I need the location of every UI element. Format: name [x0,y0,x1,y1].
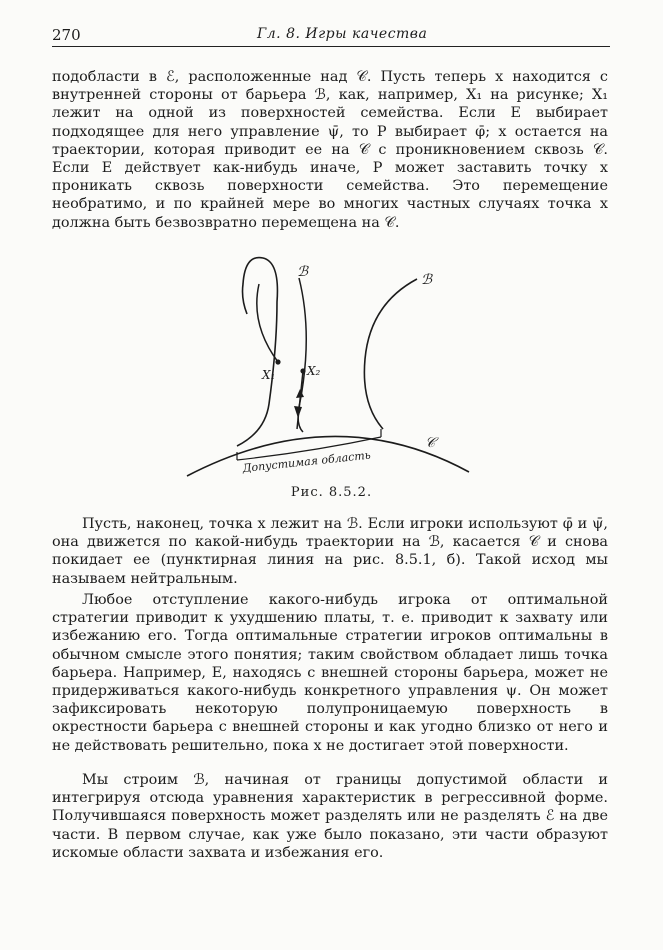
label-x1: X₁ [262,368,276,382]
figure-caption: Рис. 8.5.2. [290,485,373,500]
paragraph-2: Пусть, наконец, точка x лежит на ℬ. Если игроки используют φ̄ и ψ̄, она движется по какой-нибудь траектории на ℬ, касается 𝒞 и снова покидает ее (пунктирная линия на рис. 8.5.1, б). Такой исход мы называем нейтральным. [52,516,608,587]
label-x2: X₂ [307,364,321,378]
label-c: 𝒞 [425,435,436,451]
paragraph-3: Любое отступление какого-нибудь игрока от оптимальной стратегии приводит к ухудшению платы, т. е. приводит к захвату или избежанию его. Тогда оптимальные стратегии игроков оптимальны в обычном смысле этого понятия; таким свойством обладает лишь точка барьера. Например, E, находясь с внешней стороны барьера, может не придерживаться какого-нибудь конкретного управления ψ. Он может зафиксировать некоторую полупроницаемую поверхность в окрестности барьера с внешней стороны и как угодно близко от него и не действовать решительно, пока x не достигает этой поверхности. [52,592,608,754]
arrow-head-x2 [294,406,302,418]
label-b-right: ℬ [421,272,433,288]
page-number: 270 [52,26,81,44]
paragraph-1: подобласти в ℰ, расположенные над 𝒞. Пусть теперь x находится с внутренней стороны от барьера ℬ, как, например, X₁ на рисунке; X₁ лежит на одной из поверхностей семейства. Если E выбирает подходящее для него управление ψ̄, то P выбирает φ̄; x остается на траектории, которая приводит ее на 𝒞 с проникновением сквозь 𝒞. Если E действует как-нибудь иначе, P может заставить точку x проникать сквозь поверхности семейства. Это перемещение необратимо, и по крайней мере во многих частных случаях точка x должна быть безвозвратно перемещена на 𝒞. [52,69,608,231]
page-header [52,24,610,47]
region-label: Допустимая область [241,448,372,475]
running-title: Гл. 8. Игры качества [257,26,428,42]
paragraph-4: Мы строим ℬ, начиная от границы допустимой области и интегрируя отсюда уравнения характеристик в регрессивной форме. Получившаяся поверхность может разделять или не разделять ℰ на две части. В первом случае, как уже было показано, эти части образуют искомые области захвата и избежания его. [52,772,608,861]
point-x2 [300,368,305,373]
figure-8-5-2 [185,254,475,479]
label-b-left: ℬ [297,264,309,280]
trajectory-x2 [297,371,303,429]
point-x1 [275,359,280,364]
barrier-right-surface [364,279,417,429]
